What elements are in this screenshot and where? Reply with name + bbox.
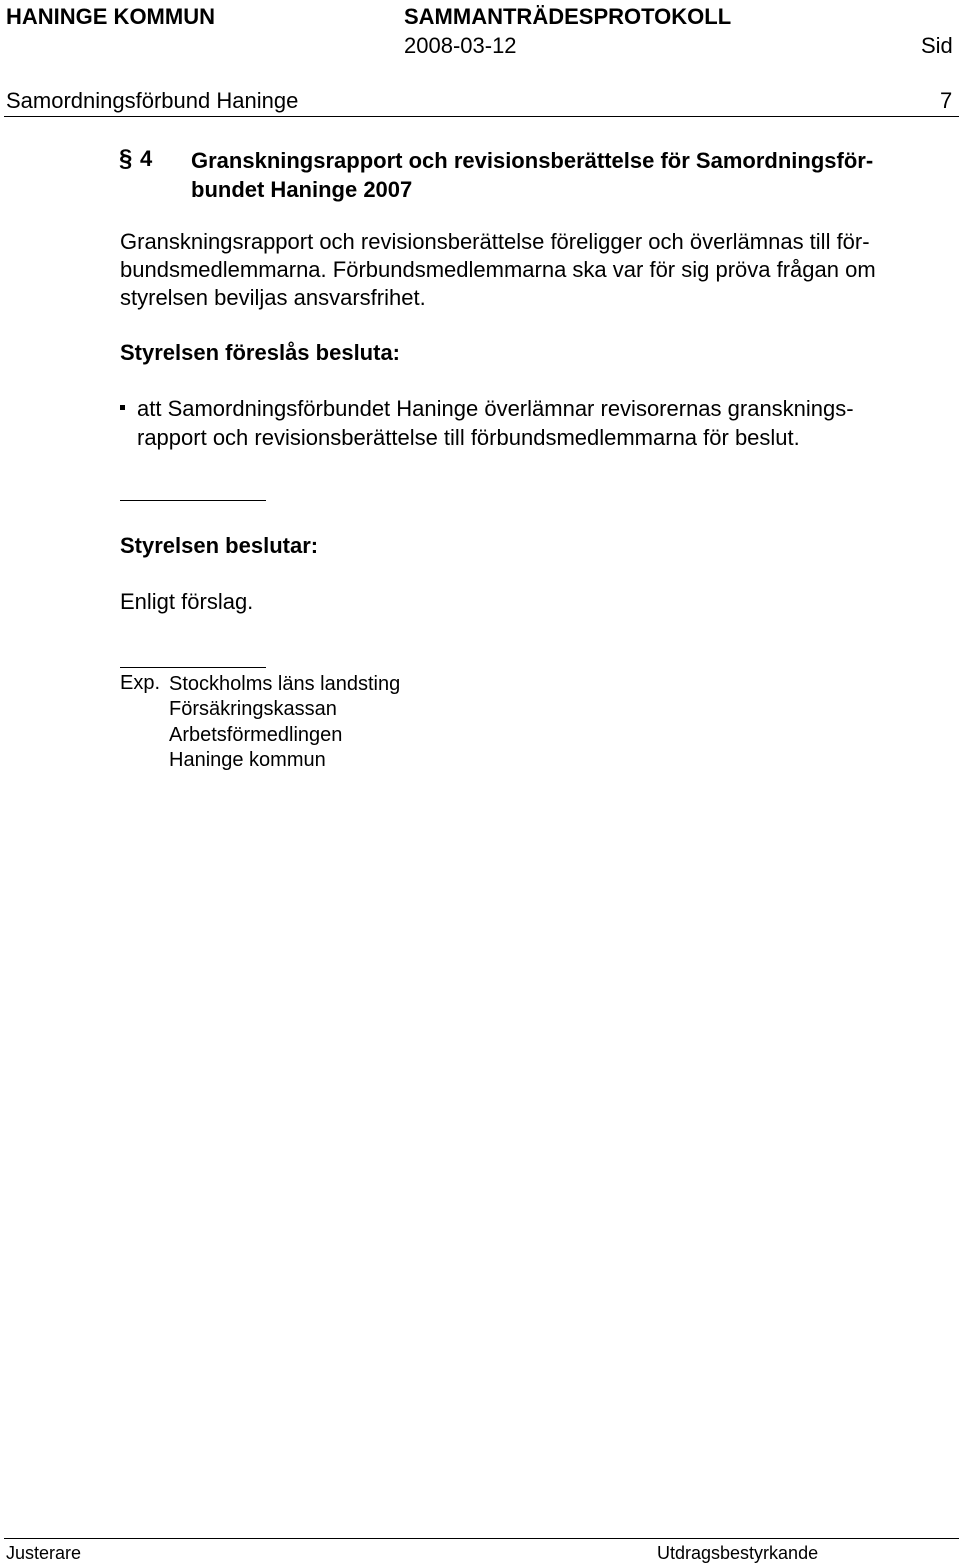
paragraph-line: Granskningsrapport och revisionsberättelse föreligger och överlämnas till för- bbox=[120, 229, 870, 254]
expedition-recipient: Försäkringskassan bbox=[169, 698, 337, 721]
footer-certification-label: Utdragsbestyrkande bbox=[657, 1543, 819, 1563]
footer-divider bbox=[4, 1538, 959, 1539]
expedition-recipient: Arbetsförmedlingen bbox=[169, 723, 343, 746]
proposal-heading: Styrelsen föreslås besluta: bbox=[120, 340, 401, 365]
decision-heading: Styrelsen beslutar: bbox=[120, 533, 319, 558]
header-organization: HANINGE KOMMUN bbox=[6, 4, 215, 29]
header-page-label: Sid bbox=[921, 33, 953, 58]
proposal-bullet-line: rapport och revisionsberättelse till förbundsmedlemmarna för beslut. bbox=[137, 425, 800, 450]
expedition-recipient: Haninge kommun bbox=[169, 749, 326, 772]
expedition-recipient: Stockholms läns landsting bbox=[169, 673, 401, 695]
header-body-name: Samordningsförbund Haninge bbox=[6, 88, 299, 113]
bullet-square-icon bbox=[120, 405, 125, 410]
section-heading bbox=[191, 146, 931, 204]
separator-rule bbox=[120, 500, 266, 501]
header-date: 2008-03-12 bbox=[404, 33, 517, 58]
section-number: 4 bbox=[140, 146, 153, 171]
header-document-type: SAMMANTRÄDESPROTOKOLL bbox=[404, 4, 732, 29]
separator-rule bbox=[120, 667, 266, 668]
decision-text: Enligt förslag. bbox=[120, 589, 254, 614]
header-page-number: 7 bbox=[940, 88, 953, 113]
section-symbol: § bbox=[119, 145, 133, 172]
footer-signatory-label: Justerare bbox=[6, 1543, 82, 1563]
section-paragraph bbox=[120, 228, 955, 312]
section-heading-line: bundet Haninge 2007 bbox=[191, 177, 413, 202]
expedition-recipients bbox=[169, 672, 400, 774]
expedition-label: Exp. bbox=[120, 672, 161, 694]
paragraph-line: bundsmedlemmarna. Förbundsmedlemmarna ska var för sig pröva frågan om bbox=[120, 257, 876, 282]
section-heading-line: Granskningsrapport och revisionsberättelse för Samordningsför- bbox=[191, 148, 874, 173]
paragraph-line: styrelsen beviljas ansvarsfrihet. bbox=[120, 285, 426, 310]
proposal-bullet bbox=[137, 394, 854, 452]
header-divider bbox=[4, 116, 959, 117]
proposal-bullet-line: att Samordningsförbundet Haninge överlämnar revisorernas gransknings- bbox=[137, 396, 854, 421]
